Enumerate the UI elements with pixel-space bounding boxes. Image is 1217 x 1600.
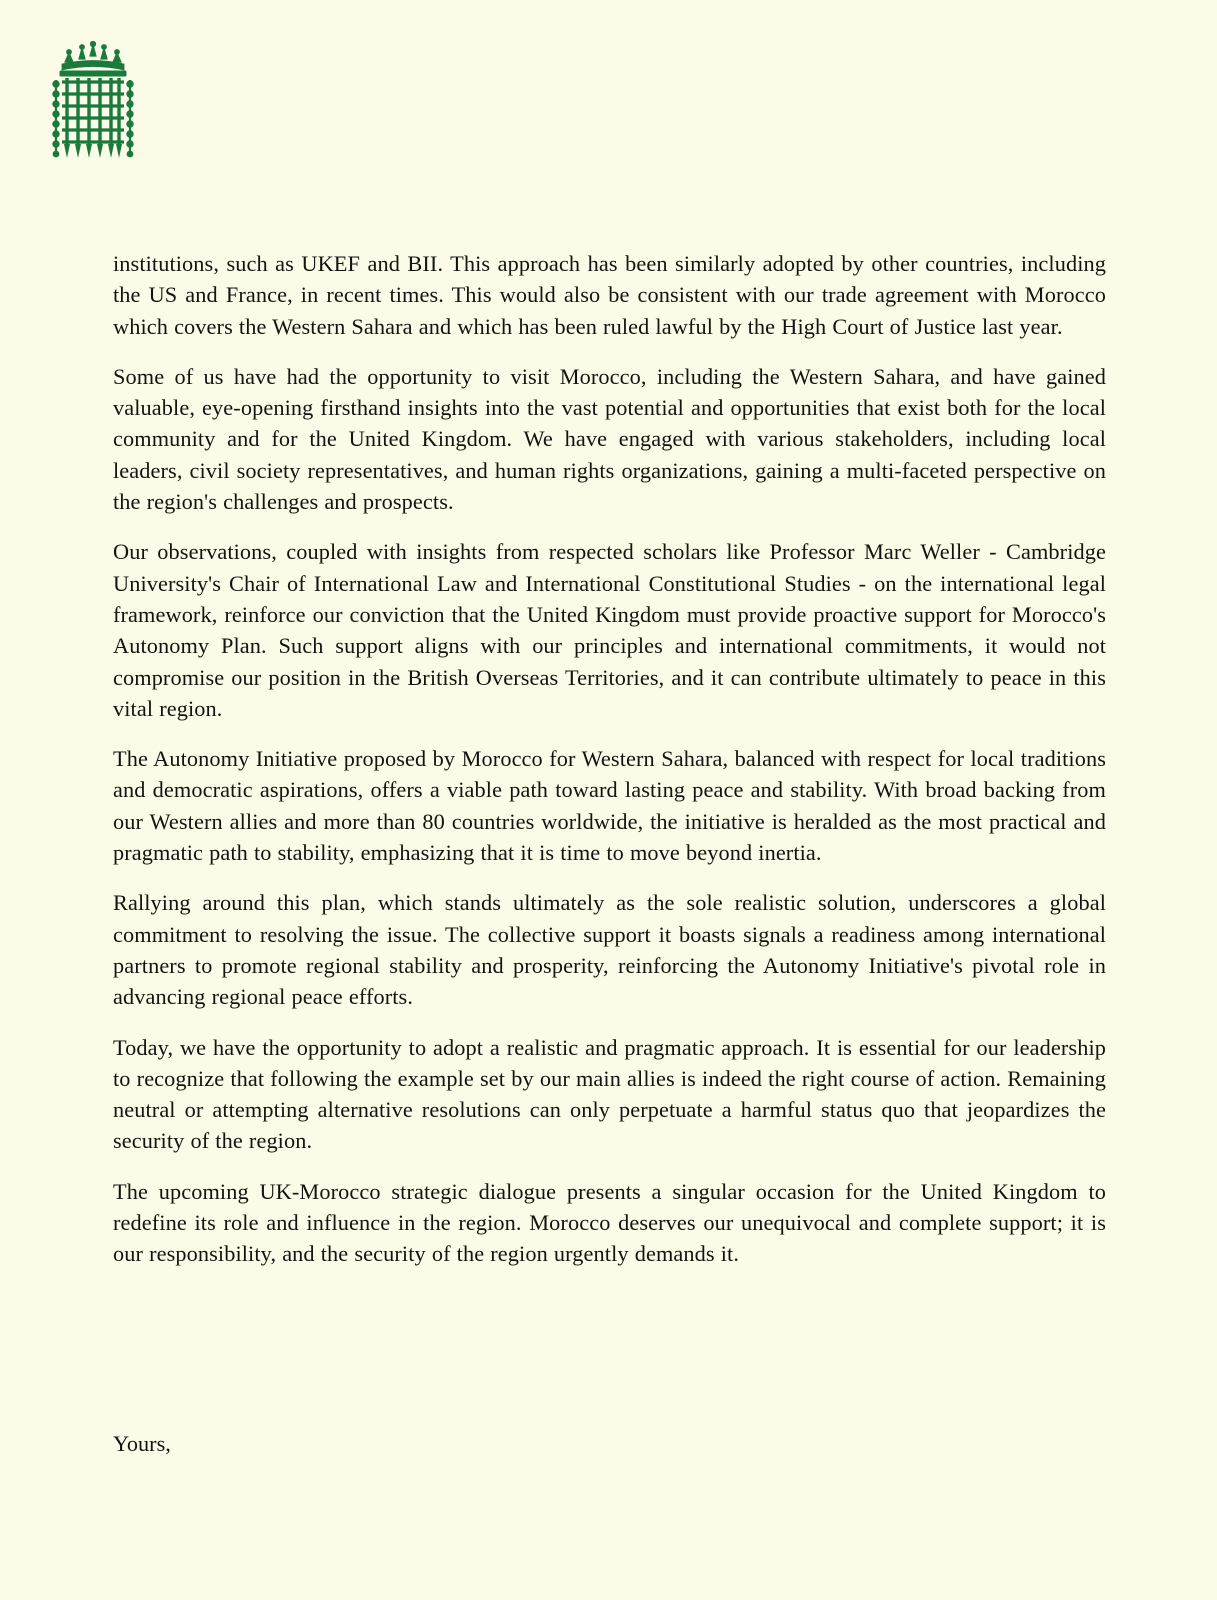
paragraph: The upcoming UK-Morocco strategic dialogue presents a singular occasion for the United Kingdom to redefine its role and influence in the region. Morocco deserves our unequivocal and complete support; it is our responsibility, and the security of the region urgently demands it. [113,1178,1106,1267]
paragraph: institutions, such as UKEF and BII. This approach has been similarly adopted by other countries, including the US and France, in recent times. This would also be consistent with our trade agreement with Morocco which covers the Western Sahara and which has been ruled lawful by the High Court of Justice last year. [113,251,1106,339]
paragraph: The Autonomy Initiative proposed by Morocco for Western Sahara, balanced with respect for local traditions and democratic aspirations, offers a viable path toward lasting peace and stability. With broad backing from our Western allies and more than 80 countries worldwide, the initiative is heralded as the most practical and pragmatic path to stability, emphasizing that it is time to move beyond inertia. [113,746,1106,866]
paragraph: Some of us have had the opportunity to visit Morocco, including the Western Sahara, and have gained valuable, eye-opening firsthand insights into the vast potential and opportunities that exist both for the local community and for the United Kingdom. We have engaged with various stakeholders, including local leaders, civil society representatives, and human rights organizations, gaining a multi-faceted perspective on the region's challenges and prospects. [113,363,1106,515]
letter-text-body [113,248,1106,1270]
paragraph: Today, we have the opportunity to adopt a realistic and pragmatic approach. It is essential for our leadership to recognize that following the example set by our main allies is indeed the right course of action. Remaining neutral or attempting alternative resolutions can only perpetuate a harmful status quo that jeopardizes the security of the region. [113,1034,1106,1154]
signoff-text: Yours, [113,1431,171,1456]
parliament-portcullis-icon [32,40,152,170]
paragraph: Our observations, coupled with insights from respected scholars like Professor Marc Weller - Cambridge University's Chair of International Law and International Constitutional Studies - on the international legal framework, reinforce our conviction that the United Kingdom must provide proactive support for Morocco's Autonomy Plan. Such support aligns with our principles and international commitments, it would not compromise our position in the British Overseas Territories, and it can contribute ultimately to peace in this vital region. [113,539,1106,721]
paragraph: Rallying around this plan, which stands ultimately as the sole realistic solution, underscores a global commitment to resolving the issue. The collective support it boasts signals a readiness among international partners to promote regional stability and prosperity, reinforcing the Autonomy Initiative's pivotal role in advancing regional peace efforts. [113,890,1106,1010]
